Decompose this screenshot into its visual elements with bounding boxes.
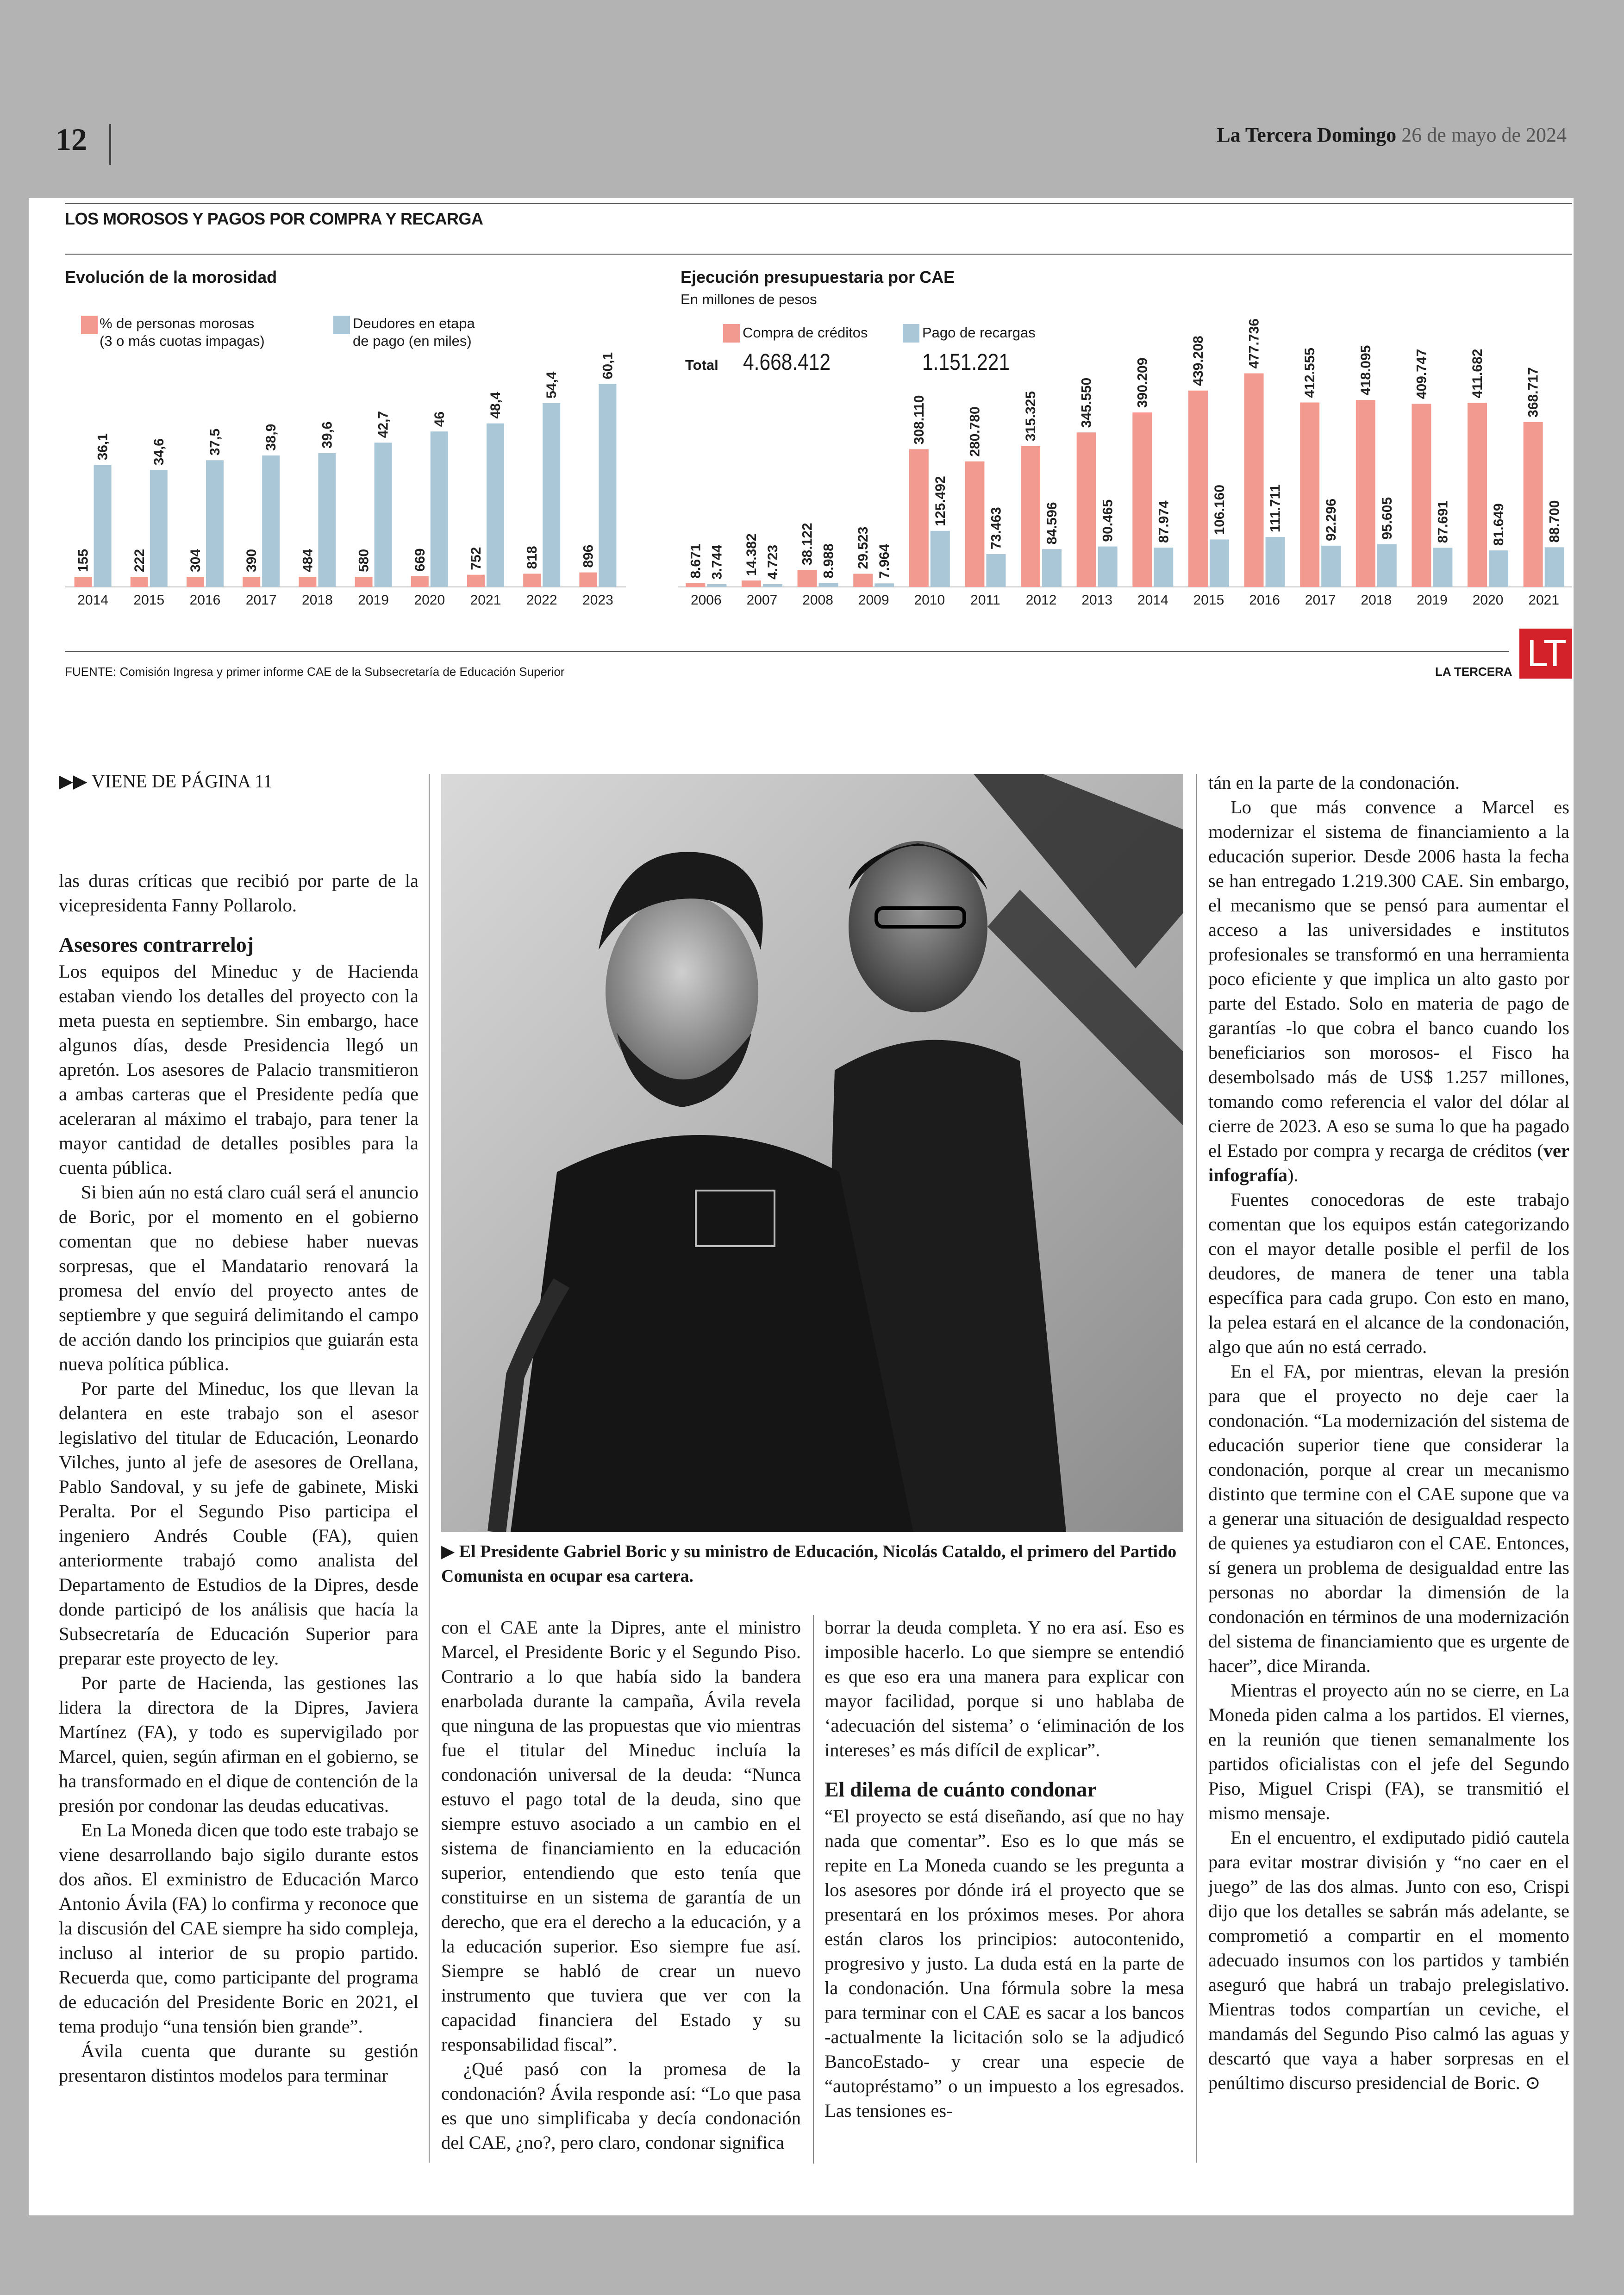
chart-bar bbox=[543, 403, 560, 587]
column-divider bbox=[813, 1615, 814, 2164]
chart-bar bbox=[686, 583, 705, 587]
chart-category-label: 2020 bbox=[1472, 592, 1504, 608]
chart-data-label: 87.974 bbox=[1156, 500, 1172, 543]
chart-bar bbox=[150, 470, 168, 587]
chart-data-label: 896 bbox=[581, 544, 596, 568]
paragraph: En el FA, por mientras, elevan la presión para que el proyecto no deje caer la condonación. “La modernización del sistema de educación superior tiene que considerar la condonación, porque al crear un mecanismo distinto que termine con el CAE supone que va a generar una situación de desigualdad respecto de quienes ya estudiaron con el CAE. Entonces, sí genera un problema de desigualdad entre las personas no abordar la dimensión de la condonación en términos de una modernización del sistema de financiamiento que es urgente de hacer”, dice Miranda. bbox=[1208, 1361, 1569, 1676]
chart-bar bbox=[965, 461, 984, 587]
chart-bar bbox=[94, 465, 112, 587]
paragraph-text: ). bbox=[1287, 1165, 1299, 1185]
chart-category-label: 2011 bbox=[970, 592, 1000, 608]
infographic-charts bbox=[0, 0, 1624, 648]
chart-data-label: 411.682 bbox=[1470, 349, 1486, 399]
paragraph: tán en la parte de la condonación. bbox=[1208, 772, 1460, 793]
chart-data-label: 14.382 bbox=[743, 533, 759, 576]
chart-data-label: 81.649 bbox=[1491, 503, 1507, 546]
chart-data-label: 315.325 bbox=[1023, 391, 1039, 442]
infographic-brand: LA TERCERA bbox=[1435, 665, 1512, 679]
chart-bar bbox=[1321, 546, 1341, 587]
chart-data-label: 439.208 bbox=[1190, 336, 1206, 386]
article-column-3 bbox=[824, 1615, 1184, 2123]
chart-bar bbox=[187, 577, 204, 587]
chart-bar bbox=[1524, 422, 1543, 587]
chart-data-label: 409.747 bbox=[1414, 349, 1430, 399]
chart-bar bbox=[1489, 550, 1508, 587]
chart-bar bbox=[1468, 403, 1487, 587]
chart-bar bbox=[909, 449, 929, 587]
chart-data-label: 669 bbox=[412, 548, 428, 572]
article-column-1 bbox=[59, 868, 418, 2088]
paragraph: Fuentes conocedoras de este trabajo comentan que los equipos están categorizando con el mayor detalle posible el perfil de los deudores, de manera de tener una tabla específica para cada grupo. Con esto en mano, la pelea estará en el alcance de la condonación, algo que aún no está cerrado. bbox=[1208, 1189, 1569, 1357]
chart-category-label: 2015 bbox=[133, 592, 165, 608]
chart-data-label: 3.744 bbox=[709, 544, 725, 580]
paragraph-text: En el encuentro, el exdiputado pidió cautela para evitar mostrar división y “no caer en el juego” de las dos almas. Junto con eso, Crispi dijo que los detalles se sabrán más adelante, se comprometió a compartir en el momento adecuado insumos con los partidos y también aseguró que habrá un trabajo prelegislativo. Mientras todos compartían un ceviche, el mandamás del Segundo Piso calmó las aguas y descartó que vaya a haber sorpresas en el penúltimo discurso presidencial de Boric. bbox=[1208, 1827, 1569, 2093]
article-column-4 bbox=[1208, 770, 1569, 2095]
chart-category-label: 2020 bbox=[414, 592, 445, 608]
chart-bar bbox=[853, 574, 873, 587]
chart-data-label: 304 bbox=[188, 549, 203, 572]
chart-bar bbox=[1210, 539, 1229, 587]
chart-category-label: 2021 bbox=[470, 592, 501, 608]
paragraph: Ávila cuenta que durante su gestión presentaron distintos modelos para terminar bbox=[59, 2040, 418, 2086]
chart-category-label: 2018 bbox=[302, 592, 333, 608]
chart-data-label: 38,9 bbox=[263, 424, 279, 451]
chart-category-label: 2019 bbox=[1417, 592, 1448, 608]
chart-data-label: 95.605 bbox=[1379, 497, 1395, 540]
chart-category-label: 2019 bbox=[358, 592, 389, 608]
chart-bar bbox=[243, 577, 260, 587]
infographic-reference: ver infografía bbox=[1208, 1140, 1569, 1185]
chart-data-label: 90.465 bbox=[1100, 499, 1116, 542]
chart-data-label: 48,4 bbox=[488, 392, 503, 419]
chart-category-label: 2006 bbox=[690, 592, 722, 608]
paragraph bbox=[1208, 795, 1569, 1187]
chart-category-label: 2014 bbox=[77, 592, 108, 608]
chart-bar bbox=[1300, 402, 1319, 587]
paragraph: las duras críticas que recibió por parte de la vicepresidenta Fanny Pollarolo. bbox=[59, 870, 418, 916]
masthead-date: 26 de mayo de 2024 bbox=[1401, 124, 1567, 146]
chart2-total-compra: 4.668.412 bbox=[743, 349, 831, 375]
chart-bar bbox=[523, 574, 541, 587]
chart-bar bbox=[1188, 391, 1208, 587]
chart-data-label: 87.691 bbox=[1435, 500, 1451, 543]
chart-data-label: 34,6 bbox=[151, 438, 167, 466]
chart-data-label: 36,1 bbox=[95, 433, 111, 461]
chart-bar bbox=[318, 453, 336, 587]
paragraph bbox=[1208, 1825, 1569, 2095]
infographic-title: LOS MOROSOS Y PAGOS POR COMPRA Y RECARGA bbox=[65, 209, 483, 228]
chart-category-label: 2008 bbox=[802, 592, 833, 608]
chart2-legend-recargas: Pago de recargas bbox=[922, 324, 1036, 341]
chart-bar bbox=[819, 583, 838, 587]
chart-data-label: 345.550 bbox=[1079, 377, 1094, 428]
paragraph: Por parte del Mineduc, los que llevan la delantera en este trabajo son el asesor legislativo del titular de Educación, Leonardo Vilches, junto al jefe de asesores de Orellana, Pablo Sandoval, y su jefe de gabinete, Miski Peralta. Por el Segundo Piso participa el ingeniero Andrés Couble (FA), quien anteriormente trabajó como analista del Departamento de Estudios de la Dipres, desde donde participó de los análisis que hacía la Subsecretaría de Educación Superior para preparar este proyecto de ley. bbox=[59, 1378, 418, 1669]
paragraph: Si bien aún no está claro cuál será el anuncio de Boric, por el momento en el gobierno comentan que no debiese haber nuevas sorpresas, que el Mandatario renovará la promesa del envío del proyecto antes de septiembre y que seguirá delimitando el campo de acción dando los principios que guiarán esta nueva política pública. bbox=[59, 1182, 418, 1374]
chart2-title: Ejecución presupuestaria por CAE bbox=[681, 268, 955, 287]
chart-bar bbox=[931, 531, 950, 587]
chart-bar bbox=[763, 584, 782, 587]
chart-data-label: 38.122 bbox=[800, 523, 815, 566]
chart-data-label: 106.160 bbox=[1212, 484, 1227, 535]
chart-data-label: 88.700 bbox=[1547, 500, 1562, 543]
chart-category-label: 2017 bbox=[1305, 592, 1336, 608]
chart-data-label: 92.296 bbox=[1324, 499, 1339, 541]
chart-data-label: 390.209 bbox=[1135, 357, 1150, 408]
chart-bar bbox=[1154, 548, 1173, 587]
chart-bar bbox=[206, 460, 224, 587]
paragraph: En La Moneda dicen que todo este trabajo se viene desarrollando bajo sigilo durante estos dos años. El exministro de Educación Marco Antonio Ávila (FA) lo confirma y reconoce que la discusión del CAE siempre ha sido compleja, incluso al interior de su propio partido. Recuerda que, como participante del programa de educación del Presidente Boric en 2021, el tema produjo “una tensión bien grande”. bbox=[59, 1820, 418, 2037]
chart2-total-label: Total bbox=[685, 357, 718, 373]
chart-bar bbox=[1098, 547, 1118, 587]
chart-data-label: 308.110 bbox=[911, 395, 927, 445]
chart-bar bbox=[262, 455, 280, 587]
chart1-title: Evolución de la morosidad bbox=[65, 268, 277, 287]
chart-category-label: 2018 bbox=[1361, 592, 1392, 608]
chart-category-label: 2014 bbox=[1137, 592, 1168, 608]
chart-data-label: 37,5 bbox=[207, 428, 223, 456]
continued-from-label: ▶▶ VIENE DE PÁGINA 11 bbox=[59, 771, 273, 792]
chart-data-label: 580 bbox=[356, 549, 372, 572]
chart-data-label: 222 bbox=[131, 549, 147, 572]
chart-bar bbox=[1377, 544, 1397, 587]
chart-bar bbox=[375, 443, 392, 587]
end-mark-icon: ⊙ bbox=[1524, 2072, 1541, 2093]
chart-data-label: 84.596 bbox=[1044, 502, 1060, 545]
chart-data-label: 155 bbox=[75, 549, 91, 572]
chart-data-label: 39,6 bbox=[319, 421, 335, 449]
chart-data-label: 46 bbox=[431, 411, 447, 427]
chart2-total-recargas: 1.151.221 bbox=[922, 349, 1010, 375]
paragraph-text: Lo que más convence a Marcel es modernizar el sistema de financiamiento a la educación superior. Desde 2006 hasta la fecha se han entregado 1.219.300 CAE. Sin embargo, el mecanismo que se pensó para aumentar el acceso a las universidades e institutos profesionales se transformó en una herramienta poco eficiente y que implica un alto gasto por parte del Estado. Solo en materia de pago de garantías -lo que cobra el banco cuando los beneficiarios son morosos- el Fisco ha desembolsado más de US$ 1.257 millones, tomando como referencia el valor del dólar al cierre de 2023. A eso se suma lo que ha pagado el Estado por compra y recarga de créditos ( bbox=[1208, 797, 1569, 1161]
chart-category-label: 2017 bbox=[245, 592, 277, 608]
chart-bar bbox=[599, 384, 616, 587]
chart-bar bbox=[798, 570, 817, 587]
chart-bar bbox=[1021, 446, 1040, 587]
chart-data-label: 54,4 bbox=[544, 371, 560, 399]
infographic-bottom-rule bbox=[65, 651, 1509, 652]
paragraph: “El proyecto se está diseñando, así que no hay nada que comentar”. Eso es lo que más se repite en La Moneda cuando se les pregunta a los asesores por dónde irá el proyecto que se presentará en los próximos meses. Por ahora están claros los principios: autocontenido, progresivo y justo. La duda está en la parte de la condonación. Una fórmula sobre la mesa para terminar con el CAE es sacar a los bancos -actualmente la licitación solo se la adjudicó BancoEstado- y crear una especie de “autopréstamo” o un impuesto a los egresados. Las tensiones es- bbox=[824, 1806, 1184, 2121]
paragraph: ¿Qué pasó con la promesa de la condonación? Ávila responde así: “Lo que pasa es que uno simplificaba y decía condonación del CAE, ¿no?, pero claro, condonar significa bbox=[441, 2058, 801, 2153]
chart-category-label: 2015 bbox=[1193, 592, 1224, 608]
chart-bar bbox=[411, 576, 429, 587]
article-column-2 bbox=[441, 1615, 801, 2155]
chart-data-label: 818 bbox=[525, 546, 540, 569]
chart-category-label: 2022 bbox=[526, 592, 557, 608]
chart-bar bbox=[431, 431, 448, 587]
section-heading: Asesores contrarreloj bbox=[59, 933, 254, 956]
chart-data-label: 29.523 bbox=[856, 526, 871, 569]
chart-data-label: 60,1 bbox=[600, 352, 616, 380]
chart-bar bbox=[1412, 404, 1431, 587]
chart1-legend-morosos-line2: (3 o más cuotas impagas) bbox=[100, 333, 265, 349]
paragraph: borrar la deuda completa. Y no era así. Eso es imposible hacerlo. Lo que siempre se entendió es que eso era una manera para explicar con mayor facilidad, porque si uno hablaba de ‘adecuación del sistema’ o ‘eliminación de los intereses’ es más difícil de explicar”. bbox=[824, 1617, 1184, 1760]
chart-data-label: 418.095 bbox=[1358, 345, 1374, 396]
chart-category-label: 2016 bbox=[1249, 592, 1280, 608]
chart-bar bbox=[579, 573, 597, 587]
page-number: 12 bbox=[56, 122, 87, 157]
chart-data-label: 368.717 bbox=[1525, 367, 1541, 418]
chart-bar bbox=[75, 577, 92, 587]
chart-data-label: 280.780 bbox=[967, 406, 983, 457]
chart-data-label: 484 bbox=[300, 549, 316, 572]
chart-data-label: 390 bbox=[244, 549, 260, 572]
chart-bar bbox=[355, 577, 373, 587]
chart-data-label: 111.711 bbox=[1268, 484, 1283, 533]
chart1-legend-deudores-line1: Deudores en etapa bbox=[353, 315, 475, 331]
column-divider bbox=[429, 774, 430, 2163]
chart2-subtitle: En millones de pesos bbox=[681, 291, 817, 307]
section-heading: El dilema de cuánto condonar bbox=[824, 1777, 1097, 1801]
infographic-source: FUENTE: Comisión Ingresa y primer informe CAE de la Subsecretaría de Educación Superior bbox=[65, 665, 565, 679]
chart-data-label: 73.463 bbox=[988, 507, 1004, 550]
chart-data-label: 8.671 bbox=[688, 543, 704, 579]
paragraph: con el CAE ante la Dipres, ante el ministro Marcel, el Presidente Boric y el Segundo Piso. Contrario a lo que había sido la bandera enarbolada durante la campaña, Ávila revela que ninguna de las propuestas que vio mientras fue el titular del Mineduc incluía la condonación universal de la deuda: “Nunca estuvo el pago total de la deuda, sino que siempre estuvo asociado a un cambio en el sistema de financiamiento en la educación superior, entendiendo que esto tenía que constituirse en un sistema de garantía de un derecho, que era el derecho a la educación, y a la educación superior. Eso siempre fue así. Siempre se habló de crear un nuevo instrumento que tuviera que ver con la capacidad financiera del Estado y su responsabilidad fiscal”. bbox=[441, 1617, 801, 2055]
chart-category-label: 2010 bbox=[914, 592, 945, 608]
chart-data-label: 8.988 bbox=[821, 543, 837, 579]
chart-category-label: 2009 bbox=[858, 592, 889, 608]
chart-bar bbox=[986, 554, 1006, 587]
chart-data-label: 7.964 bbox=[877, 544, 893, 579]
chart-bar bbox=[1433, 548, 1452, 587]
chart-bar bbox=[874, 583, 894, 587]
chart-bar bbox=[1266, 537, 1285, 587]
chart2-legend-compra: Compra de créditos bbox=[743, 324, 868, 341]
chart2-ejecucion bbox=[678, 318, 1572, 608]
la-tercera-logo: LT bbox=[1519, 629, 1572, 679]
chart-category-label: 2007 bbox=[746, 592, 778, 608]
chart-data-label: 42,7 bbox=[375, 411, 391, 438]
paragraph: Mientras el proyecto aún no se cierre, en La Moneda piden calma a los partidos. El viernes, en la reunión que tienen semanalmente los partidos oficialistas con el jefe del Segundo Piso, Miguel Crispi (FA), se transmitió el mismo mensaje. bbox=[1208, 1680, 1569, 1823]
chart-category-label: 2013 bbox=[1081, 592, 1113, 608]
chart-bar bbox=[299, 577, 316, 587]
chart-bar bbox=[467, 575, 485, 587]
chart-bar bbox=[1132, 412, 1152, 587]
chart-bar bbox=[1077, 432, 1096, 587]
chart-category-label: 2023 bbox=[582, 592, 613, 608]
chart1-morosidad bbox=[65, 352, 626, 608]
chart-data-label: 125.492 bbox=[932, 476, 948, 526]
chart-data-label: 4.723 bbox=[765, 544, 781, 580]
paragraph: Los equipos del Mineduc y de Hacienda estaban viendo los detalles del proyecto con la meta puesta en septiembre. Sin embargo, hace algunos días, desde Presidencia llegó un apretón. Los asesores de Palacio transmitieron a ambas carteras que el Presidente pedía que aceleraran al máximo el trabajo, para tener la mayor cantidad de detalles posibles para la cuenta pública. bbox=[59, 961, 418, 1178]
chart-category-label: 2021 bbox=[1528, 592, 1560, 608]
chart-bar bbox=[1244, 374, 1264, 587]
chart-data-label: 412.555 bbox=[1302, 348, 1318, 398]
chart-data-label: 477.736 bbox=[1246, 318, 1262, 369]
chart1-legend-morosos-line1: % de personas morosas bbox=[100, 315, 255, 331]
paragraph: Por parte de Hacienda, las gestiones las lidera la directora de la Dipres, Javiera Martínez (FA), y todo es supervigilado por Marcel, quien, según afirman en el gobierno, se ha transformado en el dique de contención de la presión por condonar las deudas educativas. bbox=[59, 1672, 418, 1816]
chart-category-label: 2012 bbox=[1025, 592, 1057, 608]
chart-bar bbox=[487, 424, 504, 587]
chart-bar bbox=[131, 577, 148, 587]
chart1-legend-deudores-line2: de pago (en miles) bbox=[353, 333, 472, 349]
chart-bar bbox=[1545, 547, 1564, 587]
chart-bar bbox=[742, 580, 761, 587]
masthead-title: La Tercera Domingo bbox=[1217, 124, 1397, 146]
column-divider bbox=[1196, 774, 1197, 2163]
chart-data-label: 752 bbox=[468, 547, 484, 570]
chart-bar bbox=[1356, 400, 1375, 587]
news-photo bbox=[441, 774, 1183, 1532]
chart-category-label: 2016 bbox=[189, 592, 221, 608]
photo-caption: ▶ El Presidente Gabriel Boric y su ministro de Educación, Nicolás Cataldo, el primero del Partido Comunista en ocupar esa cartera. bbox=[441, 1542, 1177, 1586]
chart-bar bbox=[707, 584, 726, 587]
chart-bar bbox=[1042, 549, 1062, 587]
